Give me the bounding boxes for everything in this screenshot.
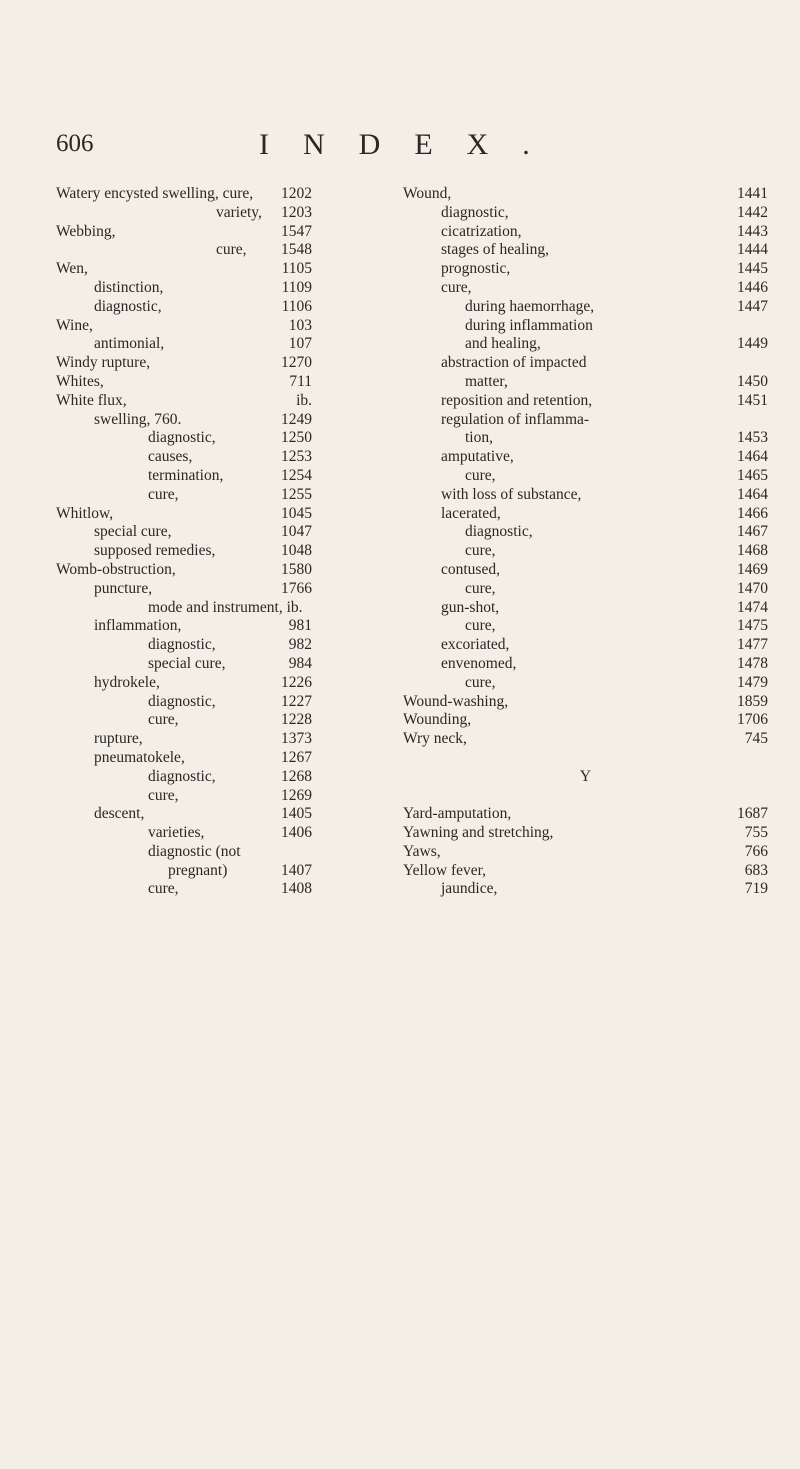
index-entry (403, 862, 768, 881)
entry-page-number: 1106 (281, 297, 312, 315)
entry-text: Wry neck, (403, 730, 467, 748)
entry-text: with loss of substance, (441, 485, 582, 503)
index-entry (403, 411, 768, 430)
index-entry (56, 354, 396, 373)
entry-page-number: 1474 (737, 598, 768, 616)
entry-page-number: 1249 (281, 410, 312, 428)
index-entry (403, 655, 768, 674)
entry-text: pneumatokele, (94, 748, 185, 766)
entry-page-number: 1450 (737, 372, 768, 390)
index-entry (403, 580, 768, 599)
entry-page-number: 719 (744, 880, 768, 898)
index-entry (56, 505, 396, 524)
index-entry (56, 674, 396, 693)
index-entry (56, 711, 396, 730)
index-entry (403, 298, 768, 317)
entry-page-number: 683 (744, 861, 768, 879)
spacer (403, 787, 768, 806)
entry-text: termination, (148, 466, 224, 484)
entry-text: tion, (465, 429, 493, 447)
index-column-right (403, 185, 768, 899)
entry-text: gun-shot, (441, 598, 500, 616)
index-entry (403, 542, 768, 561)
section-letter (403, 768, 768, 787)
index-entry (56, 862, 396, 881)
index-entry (56, 411, 396, 430)
entry-text: Watery encysted swelling, cure, (56, 185, 254, 202)
entry-text: pregnant) (168, 861, 228, 879)
index-entry (56, 730, 396, 749)
entry-text: rupture, (94, 730, 143, 748)
entry-page-number: 1406 (281, 824, 312, 842)
entry-text: cure, (148, 786, 179, 804)
entry-page-number: 745 (744, 730, 768, 748)
entry-page-number: 1445 (737, 260, 768, 278)
entry-page-number: 1446 (737, 278, 768, 296)
index-entry (56, 599, 396, 618)
entry-page-number: 1047 (281, 523, 312, 541)
index-entry (403, 599, 768, 618)
entry-page-number: 1547 (281, 222, 312, 240)
entry-text: jaundice, (441, 880, 498, 898)
index-entry (403, 354, 768, 373)
index-entry (56, 617, 396, 636)
index-entry (56, 241, 396, 260)
index-entry (56, 279, 396, 298)
index-entry (403, 711, 768, 730)
entry-page-number: 1453 (737, 429, 768, 447)
index-entry (403, 843, 768, 862)
index-entry (403, 317, 768, 336)
index-entry (56, 260, 396, 279)
entry-page-number: 1048 (281, 542, 312, 560)
index-entry (403, 730, 768, 749)
entry-text: lacerated, (441, 504, 501, 522)
entry-text: Yawning and stretching, (403, 824, 554, 842)
entry-text: during inflammation (465, 316, 593, 334)
entry-text: reposition and retention, (441, 391, 593, 409)
index-entry (56, 523, 396, 542)
entry-page-number: 1109 (281, 278, 312, 296)
entry-page-number: 755 (744, 824, 768, 842)
entry-text: diagnostic, (441, 203, 509, 221)
page-number: 606 (56, 130, 94, 157)
entry-text: cure, (465, 617, 496, 635)
index-entry (403, 204, 768, 223)
entry-page-number: 1859 (737, 692, 768, 710)
entry-page-number: 1470 (737, 579, 768, 597)
entry-page-number: ib. (296, 391, 312, 409)
entry-page-number: 1449 (737, 335, 768, 353)
entry-page-number: 1443 (737, 222, 768, 240)
entry-text: swelling, 760. (94, 410, 182, 428)
index-entry (403, 880, 768, 899)
entry-page-number: 1105 (281, 260, 312, 278)
index-entry (403, 373, 768, 392)
entry-text: special cure, (148, 654, 226, 672)
index-entry (403, 335, 768, 354)
entry-text: Wen, (56, 260, 88, 278)
entry-text: puncture, (94, 579, 153, 597)
entry-page-number: 1268 (281, 767, 312, 785)
page-title: INDEX. (259, 128, 564, 161)
index-entry (56, 448, 396, 467)
index-entry (56, 636, 396, 655)
entry-text: cure, (465, 579, 496, 597)
entry-text: during haemorrhage, (465, 297, 595, 315)
entry-text: envenomed, (441, 654, 517, 672)
entry-text: cure, (148, 485, 179, 503)
entry-page-number: 1441 (737, 185, 768, 202)
entry-text: prognostic, (441, 260, 511, 278)
index-entry (56, 429, 396, 448)
entry-page-number: 1202 (281, 185, 312, 202)
entry-text: mode and instrument, ib. (148, 598, 303, 616)
entry-page-number: 984 (288, 654, 312, 672)
entry-page-number: 1405 (281, 805, 312, 823)
index-entry (56, 204, 396, 223)
entry-page-number: 1203 (281, 203, 312, 221)
entry-text: Wounding, (403, 711, 472, 729)
spacer (403, 749, 768, 768)
entry-page-number: 1255 (281, 485, 312, 503)
entry-text: Whitlow, (56, 504, 114, 522)
index-entry (56, 693, 396, 712)
entry-page-number: 1466 (737, 504, 768, 522)
index-entry (403, 448, 768, 467)
index-entry (56, 373, 396, 392)
entry-text: Womb-obstruction, (56, 560, 176, 578)
entry-text: Y (579, 767, 592, 785)
entry-page-number: 1468 (737, 542, 768, 560)
entry-text: Webbing, (56, 222, 116, 240)
index-entry (403, 523, 768, 542)
entry-text: cure, (441, 278, 472, 296)
index-entry (403, 805, 768, 824)
index-entry (403, 241, 768, 260)
index-entry (56, 561, 396, 580)
entry-page-number: 1580 (281, 560, 312, 578)
index-entry (403, 279, 768, 298)
entry-text: regulation of inflamma- (441, 410, 590, 428)
entry-page-number: 1706 (737, 711, 768, 729)
index-entry (403, 674, 768, 693)
entry-text: Yellow fever, (403, 861, 487, 879)
entry-page-number: 1467 (737, 523, 768, 541)
entry-text: diagnostic, (148, 692, 216, 710)
entry-text: causes, (148, 448, 193, 466)
index-entry (403, 185, 768, 204)
index-entry (56, 768, 396, 787)
entry-text: diagnostic, (148, 767, 216, 785)
entry-text: Yaws, (403, 842, 441, 860)
entry-text: diagnostic, (148, 636, 216, 654)
index-entry (403, 561, 768, 580)
entry-page-number: 1226 (281, 673, 312, 691)
entry-page-number: 1687 (737, 805, 768, 823)
entry-page-number: 982 (288, 636, 312, 654)
entry-page-number: 1269 (281, 786, 312, 804)
index-entry (56, 843, 396, 862)
entry-page-number: 1270 (281, 354, 312, 372)
index-entry (403, 260, 768, 279)
entry-text: diagnostic (not (148, 842, 241, 860)
entry-text: Yard-amputation, (403, 805, 512, 823)
entry-page-number: 1250 (281, 429, 312, 447)
index-entry (56, 223, 396, 242)
page-header (56, 124, 756, 168)
entry-text: distinction, (94, 278, 164, 296)
entry-page-number: 1469 (737, 560, 768, 578)
index-entry (403, 505, 768, 524)
entry-page-number: 1228 (281, 711, 312, 729)
index-entry (56, 749, 396, 768)
entry-text: antimonial, (94, 335, 165, 353)
index-entry (56, 392, 396, 411)
entry-page-number: 981 (288, 617, 312, 635)
entry-page-number: 1464 (737, 448, 768, 466)
index-entry (56, 486, 396, 505)
entry-page-number: 1408 (281, 880, 312, 898)
entry-page-number: 107 (288, 335, 312, 353)
entry-page-number: 1478 (737, 654, 768, 672)
entry-text: diagnostic, (465, 523, 533, 541)
index-entry (56, 787, 396, 806)
index-entry (56, 335, 396, 354)
entry-page-number: 1479 (737, 673, 768, 691)
entry-text: cicatrization, (441, 222, 522, 240)
entry-page-number: 1045 (281, 504, 312, 522)
entry-text: Wound, (403, 185, 452, 202)
entry-page-number: 1464 (737, 485, 768, 503)
entry-page-number: 1267 (281, 748, 312, 766)
entry-text: diagnostic, (94, 297, 162, 315)
entry-text: cure, (465, 673, 496, 691)
entry-text: variety, (216, 203, 262, 221)
index-column-left (56, 185, 396, 899)
entry-text: inflammation, (94, 617, 182, 635)
entry-page-number: 1447 (737, 297, 768, 315)
entry-text: supposed remedies, (94, 542, 216, 560)
entry-text: Whites, (56, 372, 104, 390)
entry-text: cure, (465, 466, 496, 484)
entry-page-number: 1253 (281, 448, 312, 466)
index-entry (56, 880, 396, 899)
entry-text: cure, (465, 542, 496, 560)
entry-text: matter, (465, 372, 508, 390)
entry-text: cure, (148, 880, 179, 898)
entry-page-number: 103 (288, 316, 312, 334)
entry-text: and healing, (465, 335, 541, 353)
entry-page-number: 1548 (281, 241, 312, 259)
entry-page-number: 711 (289, 372, 312, 390)
index-entry (56, 467, 396, 486)
index-entry (403, 223, 768, 242)
entry-text: amputative, (441, 448, 514, 466)
entry-page-number: 1465 (737, 466, 768, 484)
entry-text: diagnostic, (148, 429, 216, 447)
entry-text: abstraction of impacted (441, 354, 587, 372)
entry-text: contused, (441, 560, 500, 578)
entry-text: cure, (216, 241, 247, 259)
index-entry (56, 655, 396, 674)
index-entry (403, 693, 768, 712)
entry-page-number: 1373 (281, 730, 312, 748)
entry-page-number: 766 (744, 842, 768, 860)
index-entry (56, 298, 396, 317)
index-entry (56, 580, 396, 599)
entry-page-number: 1442 (737, 203, 768, 221)
entry-page-number: 1477 (737, 636, 768, 654)
entry-text: stages of healing, (441, 241, 550, 259)
entry-page-number: 1407 (281, 861, 312, 879)
entry-page-number: 1254 (281, 466, 312, 484)
entry-page-number: 1444 (737, 241, 768, 259)
index-entry (403, 636, 768, 655)
index-entry (56, 317, 396, 336)
entry-page-number: 1227 (281, 692, 312, 710)
entry-text: excoriated, (441, 636, 510, 654)
entry-page-number: 1451 (737, 391, 768, 409)
entry-text: special cure, (94, 523, 172, 541)
index-entry (403, 467, 768, 486)
index-entry (403, 824, 768, 843)
index-entry (56, 805, 396, 824)
entry-text: descent, (94, 805, 145, 823)
entry-text: Wound-washing, (403, 692, 509, 710)
entry-text: hydrokele, (94, 673, 160, 691)
index-entry (56, 542, 396, 561)
index-entry (56, 824, 396, 843)
index-entry (403, 429, 768, 448)
entry-text: Windy rupture, (56, 354, 151, 372)
index-entry (403, 617, 768, 636)
entry-page-number: 1766 (281, 579, 312, 597)
index-entry (403, 392, 768, 411)
entry-text: varieties, (148, 824, 205, 842)
index-entry (56, 185, 396, 204)
entry-page-number: 1475 (737, 617, 768, 635)
entry-text: cure, (148, 711, 179, 729)
entry-text: Wine, (56, 316, 93, 334)
index-entry (403, 486, 768, 505)
entry-text: White flux, (56, 391, 127, 409)
